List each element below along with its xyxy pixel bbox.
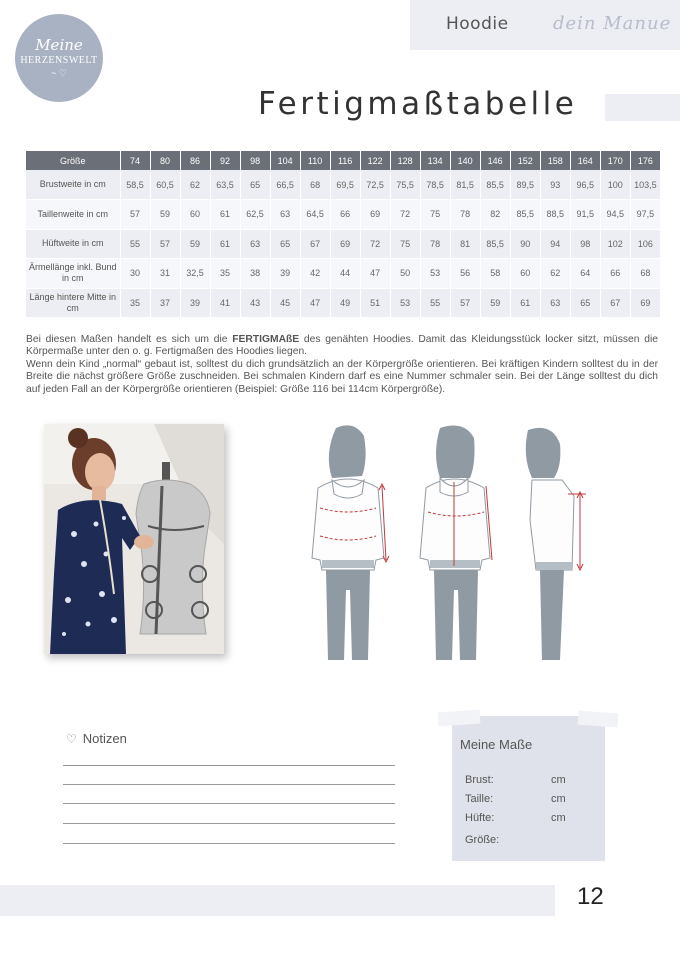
header-title: Hoodie: [446, 14, 509, 34]
table-cell: 98: [570, 229, 600, 259]
sizing-advice: Wenn dein Kind „normal“ gebaut ist, solltest du dich grundsätzlich an der Körpergröße orientieren. Bei kräftigen Kindern solltest du in der Breite die nächst größere Größe zuschneiden. Bei schmalen Kindern darf es eine Nummer schmaler sein. Bei der Länge solltest du dich auf jeden Fall an der Körpergröße orientieren (Beispiel: Größe 116 bei 114cm Körpergröße).: [26, 359, 658, 395]
size-header-cell: 98: [240, 151, 270, 170]
note-text-end: des genähten Hoodies. Damit das Kleidungsstück locker sitzt, müssen die Körpermaße unter den o. g. Fertigmaßen des Hoodies liegen.: [26, 334, 658, 358]
table-cell: 75,5: [390, 170, 420, 200]
table-row: [26, 170, 661, 200]
finished-measure-note: [26, 334, 658, 359]
notes-heading: [66, 731, 127, 746]
table-header-row: [26, 151, 661, 170]
size-header-cell: 170: [600, 151, 630, 170]
table-cell: 39: [270, 259, 300, 289]
table-cell: 65: [240, 170, 270, 200]
table-cell: 32,5: [180, 259, 210, 289]
tape-strip: [438, 710, 481, 727]
table-cell: 63: [270, 200, 300, 230]
table-cell: 65: [270, 229, 300, 259]
table-cell: 75: [390, 229, 420, 259]
logo-brand-text: HERZENSWELT: [20, 55, 98, 66]
table-cell: 56: [450, 259, 480, 289]
table-cell: 62: [180, 170, 210, 200]
size-header-cell: 164: [570, 151, 600, 170]
table-cell: 67: [300, 229, 330, 259]
size-header-cell: 110: [300, 151, 330, 170]
measure-label-hip: Hüfte:: [465, 812, 495, 824]
size-header-cell: 104: [270, 151, 300, 170]
table-cell: 106: [630, 229, 660, 259]
table-cell: 88,5: [540, 200, 570, 230]
table-cell: 72: [390, 200, 420, 230]
table-cell: 66,5: [270, 170, 300, 200]
table-cell: 96,5: [570, 170, 600, 200]
table-cell: 67: [600, 288, 630, 318]
measuring-photo: [44, 424, 224, 654]
table-cell: 57: [120, 200, 150, 230]
size-table: [26, 151, 661, 318]
table-cell: 82: [480, 200, 510, 230]
measure-label-size: Größe:: [465, 834, 500, 846]
table-cell: 31: [150, 259, 180, 289]
logo-ornament: ~ ♡: [51, 68, 67, 78]
size-header-cell: 152: [510, 151, 540, 170]
size-header-cell: 128: [390, 151, 420, 170]
table-cell: 102: [600, 229, 630, 259]
row-label: Taillenweite in cm: [26, 200, 120, 230]
brand-logo: [15, 14, 103, 102]
table-cell: 30: [120, 259, 150, 289]
table-cell: 51: [360, 288, 390, 318]
table-cell: 59: [480, 288, 510, 318]
table-cell: 57: [150, 229, 180, 259]
row-label: Brustweite in cm: [26, 170, 120, 200]
size-header-cell: 92: [210, 151, 240, 170]
table-row: [26, 200, 661, 230]
measure-label-chest: Brust:: [465, 774, 494, 786]
table-cell: 60: [510, 259, 540, 289]
title-accent-band: [605, 94, 680, 121]
table-cell: 59: [150, 200, 180, 230]
measure-label-waist: Taille:: [465, 793, 494, 805]
size-header-cell: 116: [330, 151, 360, 170]
table-cell: 57: [450, 288, 480, 318]
note-bold-term: FERTIGMAßE: [232, 334, 300, 345]
table-cell: 78,5: [420, 170, 450, 200]
table-cell: 44: [330, 259, 360, 289]
table-cell: 90: [510, 229, 540, 259]
table-cell: 35: [120, 288, 150, 318]
size-header-cell: 86: [180, 151, 210, 170]
measure-unit-hip: cm: [551, 812, 566, 824]
table-cell: 69: [630, 288, 660, 318]
table-cell: 69: [360, 200, 390, 230]
table-cell: 63: [240, 229, 270, 259]
table-cell: 94: [540, 229, 570, 259]
table-row: [26, 259, 661, 289]
note-text-start: Bei diesen Maßen handelt es sich um die: [26, 334, 233, 345]
table-cell: 63: [540, 288, 570, 318]
table-header-label: Größe: [26, 151, 120, 170]
table-cell: 93: [540, 170, 570, 200]
table-cell: 39: [180, 288, 210, 318]
size-header-cell: 140: [450, 151, 480, 170]
measuring-illustration: [44, 424, 224, 654]
my-measurements-title: Meine Maße: [460, 737, 533, 752]
size-header-cell: 176: [630, 151, 660, 170]
size-header-cell: 80: [150, 151, 180, 170]
table-cell: 78: [420, 229, 450, 259]
table-cell: 42: [300, 259, 330, 289]
table-cell: 65: [570, 288, 600, 318]
table-cell: 43: [240, 288, 270, 318]
child-figure-side: [526, 428, 586, 660]
table-cell: 35: [210, 259, 240, 289]
table-cell: 61: [510, 288, 540, 318]
notes-title: Notizen: [82, 731, 127, 746]
table-cell: 68: [630, 259, 660, 289]
tape-strip: [578, 711, 619, 728]
notes-line: [63, 803, 395, 804]
table-cell: 63,5: [210, 170, 240, 200]
child-figure-back: [420, 426, 492, 660]
size-header-cell: 134: [420, 151, 450, 170]
table-cell: 85,5: [510, 200, 540, 230]
table-cell: 55: [420, 288, 450, 318]
notes-line: [63, 843, 395, 844]
row-label: Hüftweite in cm: [26, 229, 120, 259]
table-cell: 61: [210, 229, 240, 259]
table-cell: 89,5: [510, 170, 540, 200]
header-signature: dein Manue: [553, 13, 672, 34]
table-cell: 55: [120, 229, 150, 259]
table-cell: 53: [420, 259, 450, 289]
table-cell: 47: [300, 288, 330, 318]
table-cell: 38: [240, 259, 270, 289]
notes-line: [63, 784, 395, 785]
heart-outline-icon: ♡: [66, 732, 77, 746]
size-header-cell: 146: [480, 151, 510, 170]
measure-unit-waist: cm: [551, 793, 566, 805]
table-cell: 72,5: [360, 170, 390, 200]
table-cell: 97,5: [630, 200, 660, 230]
table-cell: 64,5: [300, 200, 330, 230]
table-cell: 68: [300, 170, 330, 200]
table-cell: 94,5: [600, 200, 630, 230]
table-cell: 66: [330, 200, 360, 230]
table-cell: 72: [360, 229, 390, 259]
size-header-cell: 158: [540, 151, 570, 170]
row-label: Länge hintere Mitte in cm: [26, 288, 120, 318]
table-cell: 69: [330, 229, 360, 259]
size-header-cell: 74: [120, 151, 150, 170]
table-cell: 49: [330, 288, 360, 318]
measurement-figures: [296, 420, 596, 670]
table-cell: 62,5: [240, 200, 270, 230]
child-figure-front: [312, 425, 389, 660]
table-cell: 58: [480, 259, 510, 289]
table-cell: 103,5: [630, 170, 660, 200]
measure-unit-chest: cm: [551, 774, 566, 786]
table-cell: 81,5: [450, 170, 480, 200]
table-cell: 64: [570, 259, 600, 289]
table-cell: 91,5: [570, 200, 600, 230]
row-label: Ärmellänge inkl. Bund in cm: [26, 259, 120, 289]
table-cell: 53: [390, 288, 420, 318]
table-cell: 37: [150, 288, 180, 318]
table-cell: 75: [420, 200, 450, 230]
size-header-cell: 122: [360, 151, 390, 170]
table-cell: 81: [450, 229, 480, 259]
table-cell: 85,5: [480, 229, 510, 259]
table-cell: 100: [600, 170, 630, 200]
notes-line: [63, 823, 395, 824]
table-cell: 66: [600, 259, 630, 289]
table-cell: 41: [210, 288, 240, 318]
page-title: Fertigmaßtabelle: [258, 86, 578, 122]
table-cell: 62: [540, 259, 570, 289]
table-cell: 59: [180, 229, 210, 259]
table-body: [26, 170, 661, 318]
table-cell: 69,5: [330, 170, 360, 200]
table-cell: 58,5: [120, 170, 150, 200]
table-cell: 60: [180, 200, 210, 230]
page-number: 12: [577, 883, 604, 910]
table-cell: 50: [390, 259, 420, 289]
table-cell: 85,5: [480, 170, 510, 200]
table-cell: 78: [450, 200, 480, 230]
table-cell: 60,5: [150, 170, 180, 200]
footer-band: [0, 885, 555, 916]
table-cell: 45: [270, 288, 300, 318]
table-row: [26, 229, 661, 259]
table-cell: 47: [360, 259, 390, 289]
logo-script-text: Meine: [35, 36, 83, 54]
notes-line: [63, 765, 395, 766]
table-cell: 61: [210, 200, 240, 230]
table-row: [26, 288, 661, 318]
